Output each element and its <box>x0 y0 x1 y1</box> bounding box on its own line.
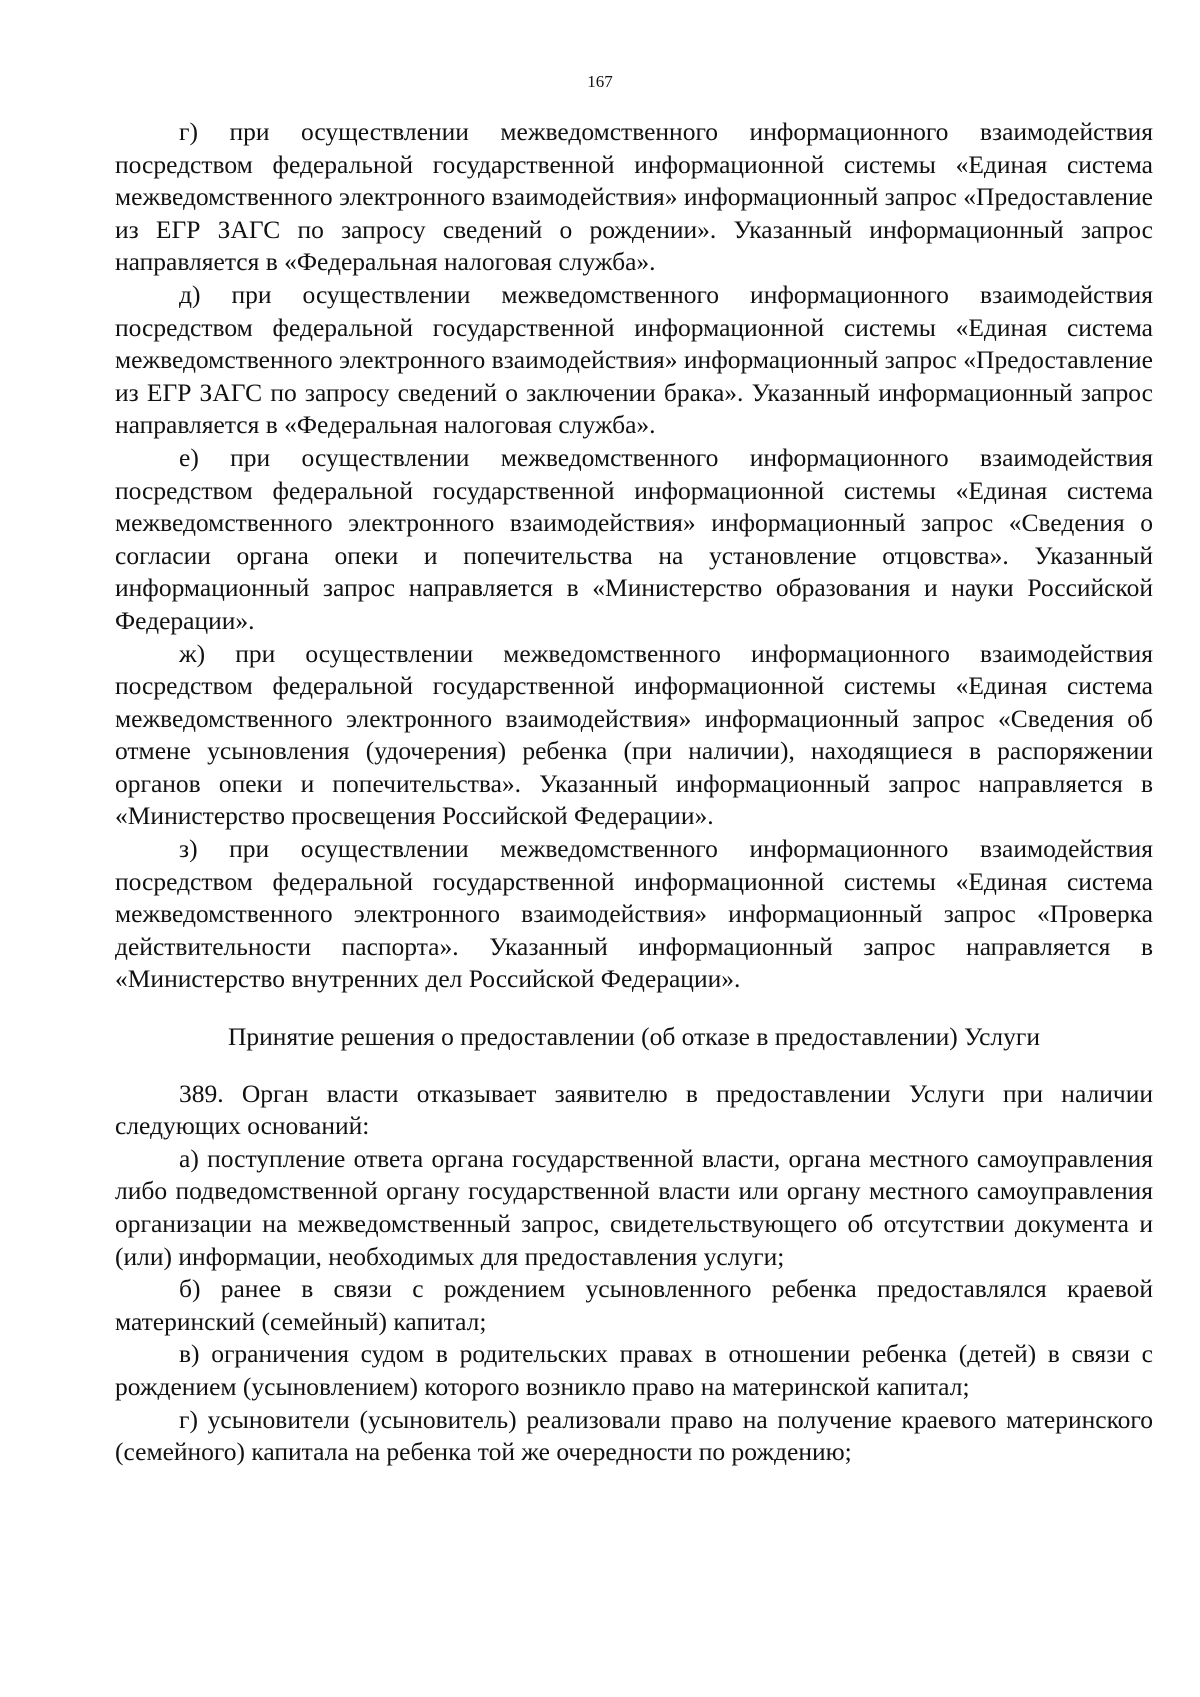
paragraph-item-zh: ж) при осуществлении межведомственного информационного взаимодействия посредством федеральной государственной информационной системы «Единая система межведомственного электронного взаимодействия» информационный запрос «Сведения об отмене усыновления (удочерения) ребенка (при наличии), находящиеся в распоряжении органов опеки и попечительства». Указанный информационный запрос направляется в «Министерство просвещения Российской Федерации». <box>115 638 1153 831</box>
paragraph-item-g: г) при осуществлении межведомственного информационного взаимодействия посредством федеральной государственной информационной системы «Единая система межведомственного электронного взаимодействия» информационный запрос «Предоставление из ЕГР ЗАГС по запросу сведений о рождении». Указанный информационный запрос направляется в «Федеральная налоговая служба». <box>115 117 1153 277</box>
paragraph-item-a: а) поступление ответа органа государственной власти, органа местного самоуправления либо подведомственной органу государственной власти или органу местного самоуправления организации на межведомственный запрос, свидетельствующего об отсутствии документа и (или) информации, необходимых для предоставления услуги; <box>115 1143 1153 1271</box>
paragraph-item-g2: г) усыновители (усыновитель) реализовали право на получение краевого материнского (семейного) капитала на ребенка той же очередности по рождению; <box>115 1404 1153 1467</box>
paragraph-item-b: б) ранее в связи с рождением усыновленного ребенка предоставлялся краевой материнский (семейный) капитал; <box>115 1274 1153 1336</box>
page-number: 167 <box>587 72 613 91</box>
document-body <box>115 116 1153 1469</box>
section-heading: Принятие решения о предоставлении (об отказе в предоставлении) Услуги <box>227 1022 1041 1052</box>
paragraph-389: 389. Орган власти отказывает заявителю в предоставлении Услуги при наличии следующих оснований: <box>115 1078 1153 1141</box>
paragraph-item-v: в) ограничения судом в родительских правах в отношении ребенка (детей) в связи с рождением (усыновлением) которого возникло право на материнской капитал; <box>115 1339 1153 1401</box>
paragraph-item-e: е) при осуществлении межведомственного информационного взаимодействия посредством федеральной государственной информационной системы «Единая система межведомственного электронного взаимодействия» информационный запрос «Сведения о согласии органа опеки и попечительства на установление отцовства». Указанный информационный запрос направляется в «Министерство образования и науки Российской Федерации». <box>115 442 1153 635</box>
paragraph-item-d: д) при осуществлении межведомственного информационного взаимодействия посредством федеральной государственной информационной системы «Единая система межведомственного электронного взаимодействия» информационный запрос «Предоставление из ЕГР ЗАГС по запросу сведений о заключении брака». Указанный информационный запрос направляется в «Федеральная налоговая служба». <box>115 279 1153 440</box>
paragraph-item-z: з) при осуществлении межведомственного информационного взаимодействия посредством федеральной государственной информационной системы «Единая система межведомственного электронного взаимодействия» информационный запрос «Проверка действительности паспорта». Указанный информационный запрос направляется в «Министерство внутренних дел Российской Федерации». <box>115 834 1153 994</box>
